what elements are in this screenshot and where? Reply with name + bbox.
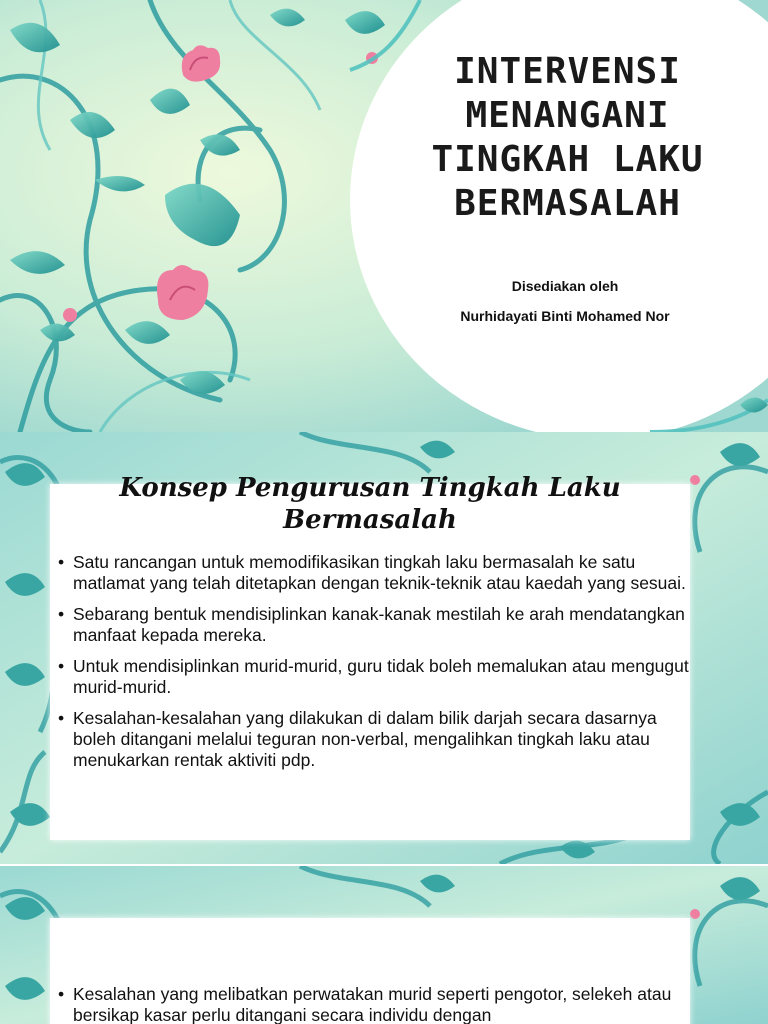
byline-label: Disediakan oleh (511, 278, 619, 294)
title-line: BERMASALAH (454, 183, 681, 224)
presentation-title (395, 50, 740, 226)
bullet-item: • Untuk mendisiplinkan murid-murid, guru tidak boleh memalukan atau mengugut murid-murid. (58, 656, 698, 698)
bullet-item: • Satu rancangan untuk memodifikasikan tingkah laku bermasalah ke satu matlamat yang telah ditetapkan dengan teknik-teknik atau kaedah yang sesuai. (58, 552, 698, 594)
author-name: Nurhidayati Binti Mohamed Nor (460, 308, 670, 324)
title-line: INTERVENSI (454, 51, 681, 92)
title-slide (0, 0, 768, 432)
flower-icon (690, 475, 700, 485)
byline (405, 278, 725, 324)
bullet-list (58, 984, 698, 1024)
title-line: MENANGANI (465, 95, 670, 136)
flower-icon (690, 909, 700, 919)
title-line: TINGKAH LAKU (431, 139, 704, 180)
bullet-item: • Sebarang bentuk mendisiplinkan kanak-kanak mestilah ke arah mendatangkan manfaat kepada mereka. (58, 604, 698, 646)
content-slide (0, 866, 768, 1024)
bullet-list (58, 552, 698, 781)
slide-title: Konsep Pengurusan Tingkah Laku Bermasalah (119, 473, 621, 535)
bullet-item: • Kesalahan-kesalahan yang dilakukan di dalam bilik darjah secara dasarnya boleh ditangani melalui teguran non-verbal, mengalihkan tingkah laku atau menukarkan rentak aktiviti pdp. (58, 708, 698, 771)
content-slide (0, 432, 768, 864)
bullet-item: • Kesalahan yang melibatkan perwatakan murid seperti pengotor, selekeh atau bersikap kasar perlu ditangani secara individu dengan (58, 984, 698, 1024)
